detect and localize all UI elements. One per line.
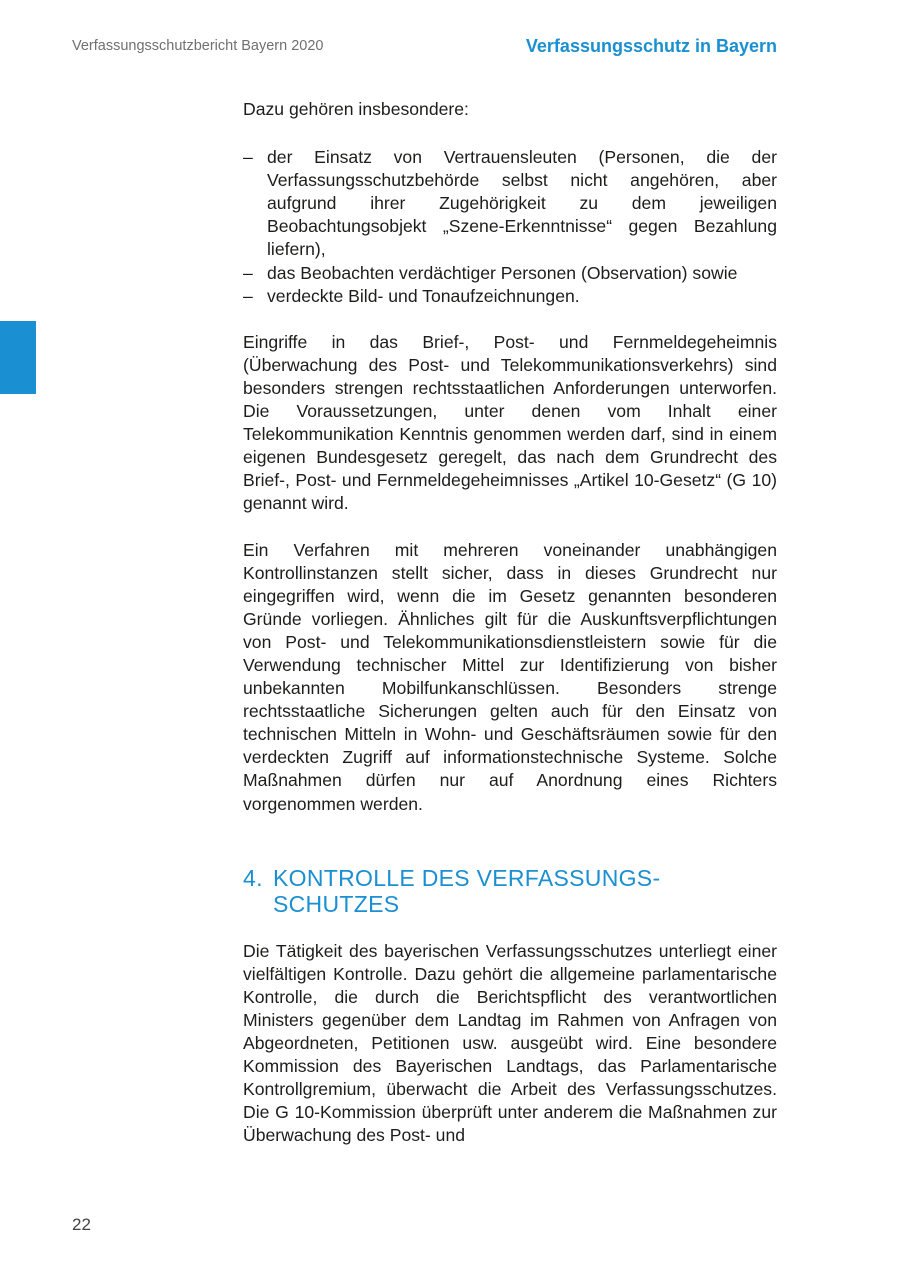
running-header-title: Verfassungsschutzbericht Bayern 2020 xyxy=(72,38,324,54)
list-item-text: der Einsatz von Vertrauensleuten (Personen, die der Verfassungsschutzbehörde selbst nicht angehören, aber aufgrund ihrer Zugehörigkeit zu dem jeweiligen Beobachtungsobjekt „Szene-Erkenntnisse“ gegen Bezahlung liefern), xyxy=(267,147,777,260)
paragraph-control-procedure: Ein Verfahren mit mehreren voneinander unabhängigen Kontrollinstanzen stellt sicher, dass in dieses Grundrecht nur eingegriffen wird, wenn die im Gesetz genannten besonderen Gründe vorliegen. Ähnliches gilt für die Auskunftsverpflichtungen von Post- und Telekommunikationsdienstleistern sowie für die Verwendung technischer Mittel zur Identifizierung von bisher unbekannten Mobilfunkanschlüssen. Besonders strenge rechtsstaatliche Sicherungen gelten auch für den Einsatz von technischen Mitteln in Wohn- und Geschäftsräumen sowie für den verdeckten Zugriff auf informationstechnische Systeme. Solche Maßnahmen dürfen nur auf Anordnung eines Richters vorgenommen werden. xyxy=(243,539,777,814)
list-item xyxy=(243,146,777,261)
page-body xyxy=(243,98,777,1147)
list-dash: – xyxy=(243,285,253,306)
intro-line: Dazu gehören insbesondere: xyxy=(243,99,469,119)
measures-list xyxy=(243,146,777,308)
section-title: KONTROLLE DES VERFASSUNGSSCHUTZES xyxy=(273,864,661,917)
list-item xyxy=(243,285,777,308)
chapter-side-tab xyxy=(0,321,36,394)
section-number: 4. xyxy=(243,864,263,891)
paragraph-g10: Eingriffe in das Brief-, Post- und Fernmeldegeheimnis (Überwachung des Post- und Telekommunikationsverkehrs) sind besonders strengen rechtsstaatlichen Anforderungen unterworfen. Die Voraussetzungen, unter denen vom Inhalt einer Telekommunikation Kenntnis genommen werden darf, sind in einem eigenen Bundesgesetz geregelt, das nach dem Grundrecht des Brief-, Post- und Fernmeldegeheimnisses „Artikel 10-Gesetz“ (G 10) genannt wird. xyxy=(243,331,777,514)
chapter-header-title: Verfassungsschutz in Bayern xyxy=(525,36,777,56)
list-item xyxy=(243,262,777,285)
list-item-text: das Beobachten verdächtiger Personen (Observation) sowie xyxy=(267,262,738,283)
paragraph-oversight: Die Tätigkeit des bayerischen Verfassungsschutzes unterliegt einer vielfältigen Kontrolle. Dazu gehört die allgemeine parlamentarische Kontrolle, die durch die Berichtspflicht des verantwortlichen Ministers gegenüber dem Landtag im Rahmen von Anfragen von Abgeordneten, Petitionen usw. ausgeübt wird. Eine besondere Kommission des Bayerischen Landtags, das Parlamentarische Kontrollgremium, überwacht die Arbeit des Verfassungsschutzes. Die G 10-Kommission überprüft unter anderem die Maßnahmen zur Überwachung des Post- und xyxy=(243,940,777,1146)
list-dash: – xyxy=(243,262,253,283)
list-item-text: verdeckte Bild- und Tonaufzeichnungen. xyxy=(267,285,580,306)
list-dash: – xyxy=(243,147,253,168)
page-number: 22 xyxy=(72,1215,91,1234)
section-heading xyxy=(243,865,777,917)
